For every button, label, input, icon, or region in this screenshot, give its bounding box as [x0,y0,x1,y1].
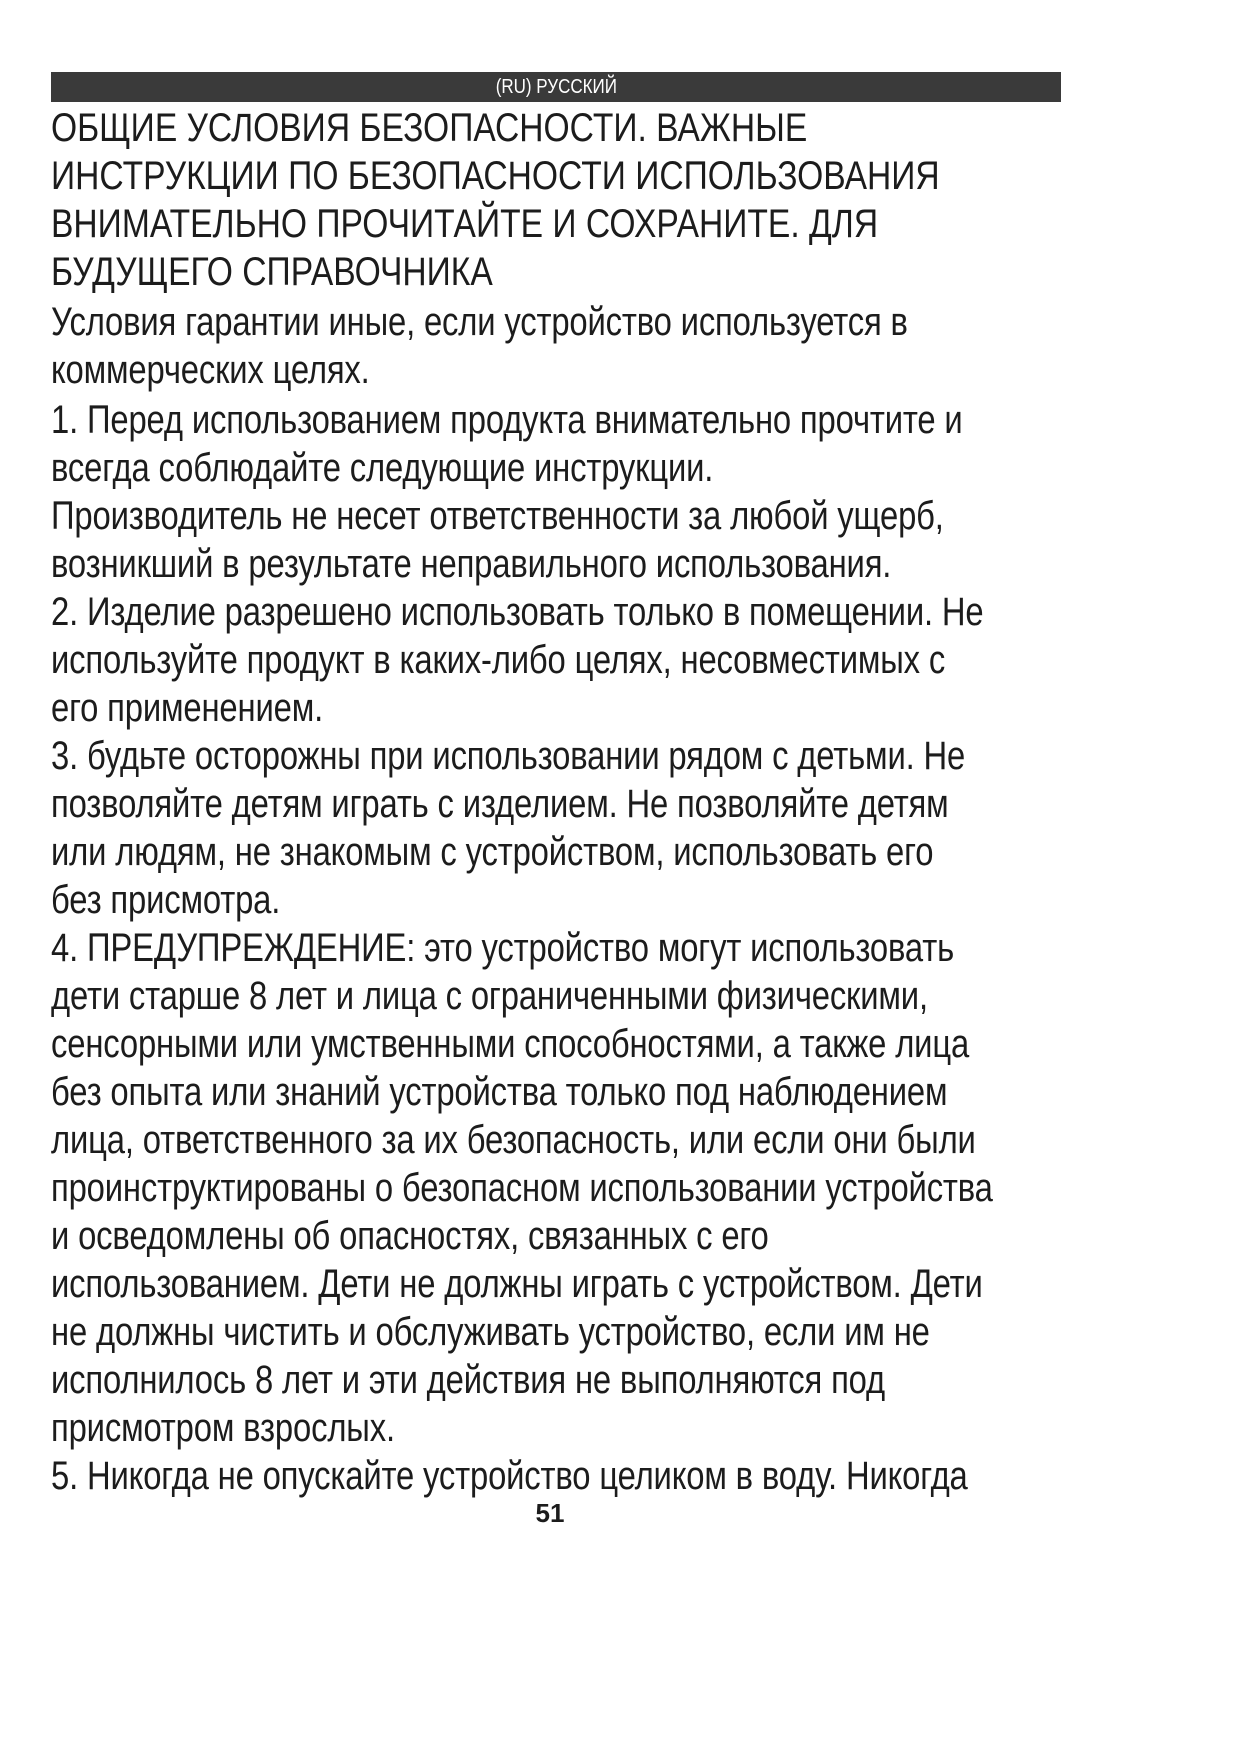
title-line: ВНИМАТЕЛЬНО ПРОЧИТАЙТЕ И СОХРАНИТЕ. ДЛЯ [51,202,879,246]
warranty-note [51,298,1061,394]
paragraph-line: не должны чистить и обслуживать устройство, если им не [51,1310,930,1354]
paragraph-line: и осведомлены об опасностях, связанных с его [51,1214,769,1258]
safety-item-2 [51,588,1061,732]
title-line: ОБЩИЕ УСЛОВИЯ БЕЗОПАСНОСТИ. ВАЖНЫЕ [51,106,808,150]
paragraph-line: исполнилось 8 лет и эти действия не выполняются под [51,1358,886,1402]
paragraph-line: 1. Перед использованием продукта внимательно прочтите и [51,398,963,442]
paragraph-line: лица, ответственного за их безопасность, или если они были [51,1118,976,1162]
title-line: БУДУЩЕГО СПРАВОЧНИКА [51,250,493,294]
title-line: ИНСТРУКЦИИ ПО БЕЗОПАСНОСТИ ИСПОЛЬЗОВАНИЯ [51,154,940,198]
language-header-bar [51,72,1061,102]
paragraph-line: без присмотра. [51,878,281,922]
safety-item-4 [51,924,1061,1452]
safety-item-1 [51,396,1061,588]
safety-item-3 [51,732,1061,924]
paragraph-line: дети старше 8 лет и лица с ограниченными физическими, [51,974,928,1018]
paragraph-line: 2. Изделие разрешено использовать только в помещении. Не [51,590,984,634]
paragraph-line: проинструктированы о безопасном использовании устройства [51,1166,993,1210]
paragraph-line: использованием. Дети не должны играть с устройством. Дети [51,1262,983,1306]
paragraph-line: позволяйте детям играть с изделием. Не позволяйте детям [51,782,949,826]
paragraph-line: 3. будьте осторожны при использовании рядом с детьми. Не [51,734,966,778]
paragraph-line: сенсорными или умственными способностями, а также лица [51,1022,970,1066]
section-title [51,104,1061,296]
paragraph-line: или людям, не знакомым с устройством, использовать его [51,830,934,874]
safety-item-5 [51,1452,1061,1500]
language-label: (RU) РУССКИЙ [495,76,617,98]
paragraph-line: возникший в результате неправильного использования. [51,542,892,586]
paragraph-line: 4. ПРЕДУПРЕЖДЕНИЕ: это устройство могут использовать [51,926,955,970]
paragraph-line: его применением. [51,686,324,730]
paragraph-line: используйте продукт в каких-либо целях, несовместимых с [51,638,946,682]
page-number: 51 [535,1498,565,1528]
paragraph-line: 5. Никогда не опускайте устройство целиком в воду. Никогда [51,1454,968,1498]
paragraph-line: всегда соблюдайте следующие инструкции. [51,446,714,490]
paragraph-line: Производитель не несет ответственности за любой ущерб, [51,494,944,538]
paragraph-line: без опыта или знаний устройства только под наблюдением [51,1070,948,1114]
paragraph-line: присмотром взрослых. [51,1406,395,1450]
document-body [51,104,1061,1500]
paragraph-line: Условия гарантии иные, если устройство используется в [51,300,908,344]
paragraph-line: коммерческих целях. [51,348,370,392]
